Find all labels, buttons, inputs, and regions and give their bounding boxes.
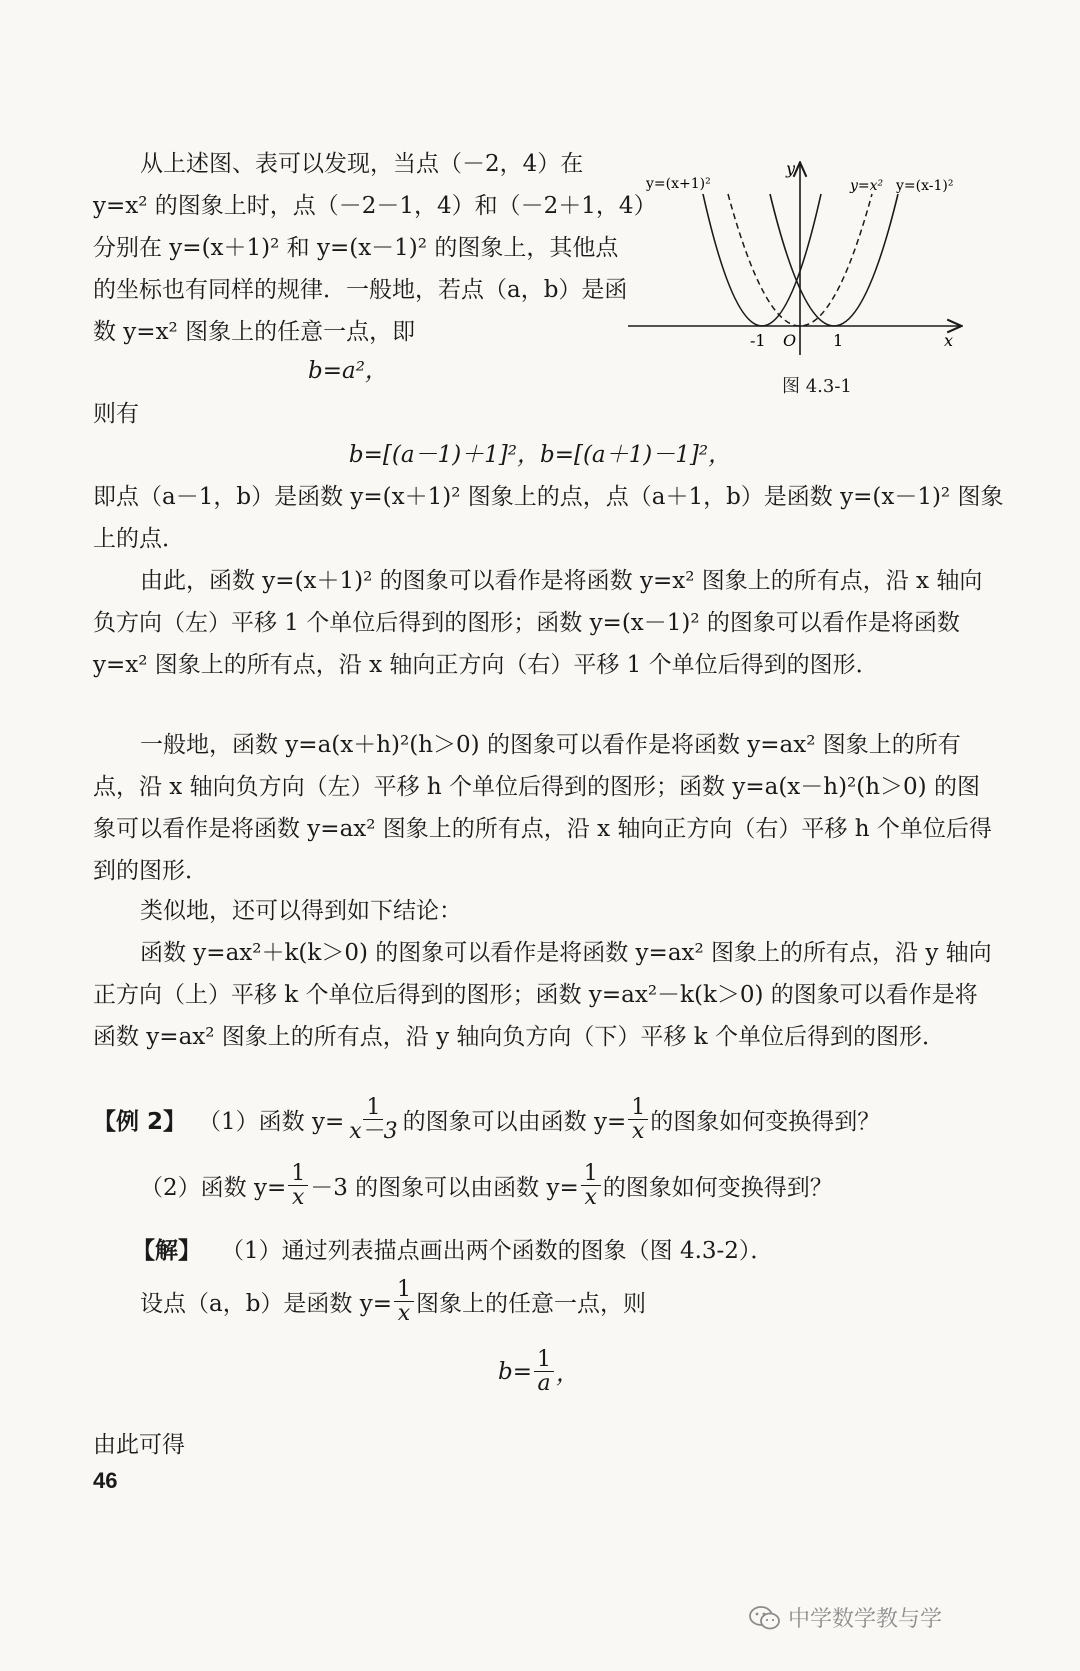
label-y-x-minus-1-squared: y=(x-1)² <box>896 178 954 194</box>
fraction-1-over-x: $\frac{1}{x}$ <box>394 1278 414 1325</box>
para4-line1: 一般地，函数 y=a(x＋h)²(h＞0) 的图象可以看作是将函数 y=ax² 图象上的所有 <box>140 732 961 758</box>
curve-x-minus-1-squared <box>770 194 898 326</box>
s2-prefix: 设点（a，b）是函数 y= <box>140 1291 393 1318</box>
para1-line1: 从上述图、表可以发现，当点（－2，4）在 <box>140 151 584 177</box>
watermark <box>748 1602 942 1633</box>
para2-line1: 即点（a－1，b）是函数 y=(x＋1)² 图象上的点，点（a＋1，b）是函数 y=(x－1)² 图象 <box>93 484 1004 510</box>
equation-b-expanded: b=[(a－1)＋1]²，b=[(a＋1)－1]²， <box>348 442 732 468</box>
fraction-1-over-a: $\frac{1}{a}$ <box>534 1348 554 1395</box>
para1-line4: 的坐标也有同样的规律．一般地，若点（a，b）是函 <box>93 277 628 303</box>
para1-line2: y=x² 的图象上时，点（－2－1，4）和（－2＋1，4） <box>93 193 657 219</box>
para6-line3: 函数 y=ax² 图象上的所有点，沿 y 轴向负方向（下）平移 k 个单位后得到的图形． <box>93 1024 945 1050</box>
tick-label-neg1: -1 <box>750 331 766 350</box>
then-text: 则有 <box>93 401 139 427</box>
q1-prefix: （1）函数 y= <box>198 1109 345 1136</box>
para4-line3: 象可以看作是将函数 y=ax² 图象上的所有点，沿 x 轴向正方向（右）平移 h 个单位后得 <box>93 816 992 842</box>
solution-line2 <box>140 1278 646 1325</box>
tick-label-1: 1 <box>833 331 844 350</box>
para3-line2: 负方向（左）平移 1 个单位后得到的图形；函数 y=(x－1)² 的图象可以看作是将函数 <box>93 610 960 636</box>
example2-question2 <box>140 1162 833 1209</box>
label-y-x-plus-1-squared: y=(x+1)² <box>646 176 711 192</box>
origin-label: O <box>783 331 797 350</box>
curve-x-plus-1-squared <box>703 194 821 326</box>
para3-line3: y=x² 图象上的所有点，沿 x 轴向正方向（右）平移 1 个单位后得到的图形． <box>93 652 879 678</box>
wechat-icon <box>748 1604 782 1632</box>
para6-line1: 函数 y=ax²＋k(k＞0) 的图象可以看作是将函数 y=ax² 图象上的所有点，沿 y 轴向 <box>140 940 992 966</box>
figure-caption: 图 4.3-1 <box>782 376 852 397</box>
axis-label-x: x <box>944 331 954 350</box>
q1-mid: 的图象可以由函数 y= <box>402 1109 627 1136</box>
para6-line2: 正方向（上）平移 k 个单位后得到的图形；函数 y=ax²－k(k＞0) 的图象可以看作是将 <box>93 982 978 1008</box>
q2-suffix: 的图象如何变换得到？ <box>602 1175 833 1202</box>
watermark-text: 中学数学教与学 <box>788 1607 943 1632</box>
q1-suffix: 的图象如何变换得到？ <box>650 1109 881 1136</box>
equation-b-1-over-a: b= $\frac{1}{a}$ ， <box>498 1347 579 1397</box>
hence-text: 由此可得 <box>93 1432 185 1458</box>
example2-question1 <box>93 1096 880 1143</box>
para1-line5: 数 y=x² 图象上的任意一点，即 <box>93 319 416 345</box>
para3-line1: 由此，函数 y=(x＋1)² 的图象可以看作是将函数 y=x² 图象上的所有点，沿 x 轴向 <box>140 568 983 594</box>
solution-line1 <box>132 1232 773 1265</box>
q2-mid: －3 的图象可以由函数 y= <box>310 1175 579 1202</box>
para1-line3: 分别在 y=(x＋1)² 和 y=(x－1)² 的图象上，其他点 <box>93 235 619 261</box>
page-number: 46 <box>93 1468 118 1493</box>
s2-suffix: 图象上的任意一点，则 <box>416 1291 647 1318</box>
para4-line2: 点，沿 x 轴向负方向（左）平移 h 个单位后得到的图形；函数 y=a(x－h)²(h＞0) 的图 <box>93 774 980 800</box>
solution-tag: 【解】 <box>132 1238 201 1264</box>
q2-prefix: （2）函数 y= <box>140 1175 287 1202</box>
fraction-1-over-x: $\frac{1}{x}$ <box>581 1162 601 1209</box>
equation-b-a2: b=a²， <box>308 358 388 384</box>
solution-step1: （1）通过列表描点画出两个函数的图象（图 4.3-2）． <box>221 1238 774 1264</box>
fraction-1-over-x-minus-3: $\frac{1}{x-3}$ <box>349 1095 398 1145</box>
fraction-1-over-x: $\frac{1}{x}$ <box>288 1162 308 1209</box>
para5-line: 类似地，还可以得到如下结论： <box>140 898 462 924</box>
axis-label-y: y <box>786 159 796 178</box>
figure-4-3-1 <box>628 150 968 360</box>
para4-line4: 到的图形． <box>93 858 208 884</box>
example-tag: 【例 2】 <box>93 1109 187 1136</box>
para2-line2: 上的点． <box>93 526 185 552</box>
label-y-x-squared: y=x² <box>850 178 884 194</box>
fraction-1-over-x: $\frac{1}{x}$ <box>628 1096 648 1143</box>
